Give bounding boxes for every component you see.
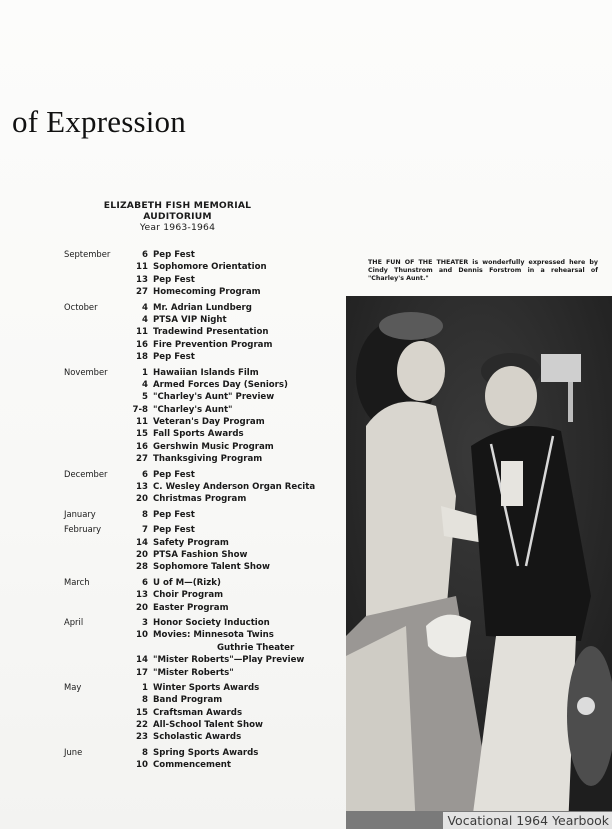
event-row: [64, 314, 344, 326]
event-day: 4: [142, 302, 148, 313]
event-name: Scholastic Awards: [153, 732, 242, 743]
month-block: [64, 469, 344, 506]
event-name: Homecoming Program: [153, 287, 261, 298]
event-day: 4: [142, 314, 148, 325]
woman-face-shape: [397, 341, 445, 401]
month-block: [64, 509, 344, 521]
month-name: October: [64, 301, 98, 312]
event-name: Commencement: [153, 760, 231, 771]
event-day: 8: [142, 747, 148, 758]
event-name: Movies: Minnesota Twins: [153, 630, 274, 641]
event-row: [64, 453, 344, 465]
month-block: [64, 617, 344, 679]
event-row: [64, 759, 344, 771]
event-name: Armed Forces Day (Seniors): [153, 379, 288, 390]
event-row: [64, 339, 344, 351]
event-row: [64, 747, 344, 759]
event-day: 17: [136, 667, 148, 678]
event-row: [64, 629, 344, 641]
event-day: 1: [142, 682, 148, 693]
month-block: [64, 682, 344, 744]
event-row: [64, 326, 344, 338]
event-row: [64, 441, 344, 453]
event-day: 27: [136, 454, 148, 465]
event-name: "Charley's Aunt" Preview: [153, 392, 275, 403]
event-row: [64, 302, 344, 314]
event-name: Craftsman Awards: [153, 707, 243, 718]
event-day: 6: [142, 577, 148, 588]
event-row: [64, 731, 344, 743]
event-row: [64, 589, 344, 601]
month-block: [64, 524, 344, 574]
event-row: [64, 537, 344, 549]
event-name: Pep Fest: [153, 525, 195, 536]
event-row: [64, 493, 344, 505]
event-row: [64, 416, 344, 428]
event-row: [64, 481, 344, 493]
lamp-shade-shape: [541, 354, 581, 382]
event-day: 23: [136, 732, 148, 743]
event-day: 4: [142, 379, 148, 390]
event-row: [64, 274, 344, 286]
event-day: 27: [136, 287, 148, 298]
event-row: [64, 404, 344, 416]
event-day: 7: [142, 525, 148, 536]
event-day: 8: [142, 695, 148, 706]
month-name: March: [64, 576, 90, 587]
auditorium-name: ELIZABETH FISH MEMORIAL AUDITORIUM: [103, 200, 252, 222]
event-row: [64, 549, 344, 561]
event-row: [64, 261, 344, 273]
event-day: 18: [136, 352, 148, 363]
month-name: February: [64, 524, 102, 535]
event-row: [64, 719, 344, 731]
event-row: [64, 351, 344, 363]
event-day: 8: [142, 509, 148, 520]
event-day: 1: [142, 367, 148, 378]
event-day: 28: [136, 562, 148, 573]
event-name: Pep Fest: [153, 352, 195, 363]
event-day: 7-8: [132, 404, 148, 415]
woman-overskirt-shape: [346, 626, 416, 829]
month-name: December: [64, 468, 108, 479]
event-name: Veteran's Day Program: [153, 417, 265, 428]
event-name: Choir Program: [153, 590, 224, 601]
event-row: [64, 667, 344, 679]
event-day: 10: [136, 760, 148, 771]
calendar-heading: [70, 200, 285, 233]
man-face-shape: [485, 366, 537, 426]
month-block: [64, 302, 344, 364]
event-day: 11: [136, 262, 148, 273]
event-day: 14: [136, 655, 148, 666]
event-day: 3: [142, 617, 148, 628]
event-name: Gershwin Music Program: [153, 441, 274, 452]
event-day: 15: [136, 707, 148, 718]
event-row: [64, 249, 344, 261]
event-name: PTSA VIP Night: [153, 314, 227, 325]
event-day: 20: [136, 549, 148, 560]
event-day: 20: [136, 602, 148, 613]
month-block: [64, 577, 344, 614]
event-name: Easter Program: [153, 602, 229, 613]
event-name: Honor Society Induction: [153, 617, 270, 628]
event-name: Guthrie Theater: [217, 642, 295, 653]
event-name: Fire Prevention Program: [153, 339, 273, 350]
event-name: Pep Fest: [153, 469, 195, 480]
event-row: [64, 682, 344, 694]
event-row: [64, 654, 344, 666]
event-name: Tradewind Presentation: [153, 327, 269, 338]
month-name: May: [64, 681, 82, 692]
event-day: 22: [136, 720, 148, 731]
event-name: C. Wesley Anderson Organ Recita: [153, 482, 316, 493]
event-name: Pep Fest: [153, 274, 195, 285]
event-day: 15: [136, 429, 148, 440]
event-name: "Mister Roberts"—Play Preview: [153, 655, 305, 666]
event-name: Christmas Program: [153, 494, 247, 505]
event-day: 11: [136, 417, 148, 428]
event-name: Pep Fest: [153, 250, 195, 260]
flower-bloom-shape: [577, 697, 595, 715]
event-row: [64, 367, 344, 379]
month-block: [64, 747, 344, 772]
rehearsal-photo-illustration: [346, 296, 612, 829]
month-block: [64, 249, 344, 299]
event-day: 13: [136, 274, 148, 285]
yearbook-watermark: Vocational 1964 Yearbook: [443, 812, 612, 829]
month-name: April: [64, 616, 84, 627]
event-day: 6: [142, 469, 148, 480]
event-row: [64, 379, 344, 391]
event-name: "Mister Roberts": [153, 667, 234, 678]
event-name: Sophomore Orientation: [153, 262, 267, 273]
event-row: [64, 524, 344, 536]
school-year: Year 1963-1964: [139, 222, 216, 233]
man-shirt-shape: [501, 461, 523, 506]
event-row: [64, 694, 344, 706]
event-name: PTSA Fashion Show: [153, 549, 248, 560]
event-calendar: [64, 249, 344, 775]
month-block: [64, 367, 344, 466]
event-name: "Charley's Aunt": [153, 404, 233, 415]
event-day: 13: [136, 590, 148, 601]
event-day: 6: [142, 250, 148, 260]
event-day: 5: [142, 392, 148, 403]
event-row: [64, 391, 344, 403]
event-day: 11: [136, 327, 148, 338]
photo-caption: THE FUN OF THE THEATER is wonderfully expressed here by Cindy Thunstrom and Dennis Forstrom in a rehearsal of "Charley's Aunt.": [368, 259, 598, 282]
event-name: All-School Talent Show: [153, 720, 263, 731]
event-row: [64, 617, 344, 629]
event-day: 16: [136, 339, 148, 350]
event-day: 20: [136, 494, 148, 505]
event-row: [64, 509, 344, 521]
page-title: of Expression: [12, 104, 186, 139]
month-name: September: [64, 249, 111, 259]
event-row: [64, 469, 344, 481]
month-name: June: [64, 746, 83, 757]
event-day: 13: [136, 482, 148, 493]
event-name: Hawaiian Islands Film: [153, 367, 259, 378]
month-name: November: [64, 366, 108, 377]
event-day: 10: [136, 630, 148, 641]
event-name: Safety Program: [153, 537, 229, 548]
event-row: [64, 602, 344, 614]
event-name: Fall Sports Awards: [153, 429, 244, 440]
event-day: 16: [136, 441, 148, 452]
event-row: [64, 428, 344, 440]
month-name: January: [64, 508, 96, 519]
event-day: 14: [136, 537, 148, 548]
event-name: Thanksgiving Program: [153, 454, 263, 465]
event-name: Sophomore Talent Show: [153, 562, 270, 573]
woman-hat-shape: [379, 312, 443, 340]
event-row: [64, 577, 344, 589]
event-name: Band Program: [153, 695, 223, 706]
event-name: Mr. Adrian Lundberg: [153, 302, 252, 313]
event-row: [64, 707, 344, 719]
theater-photo: [346, 296, 612, 829]
event-name: U of M—(Rizk): [153, 577, 221, 588]
event-name: Spring Sports Awards: [153, 747, 259, 758]
event-row: [64, 642, 344, 654]
lamp-stand-shape: [568, 382, 573, 422]
event-row: [64, 561, 344, 573]
event-name: Winter Sports Awards: [153, 682, 260, 693]
event-name: Pep Fest: [153, 509, 195, 520]
event-row: [64, 286, 344, 298]
